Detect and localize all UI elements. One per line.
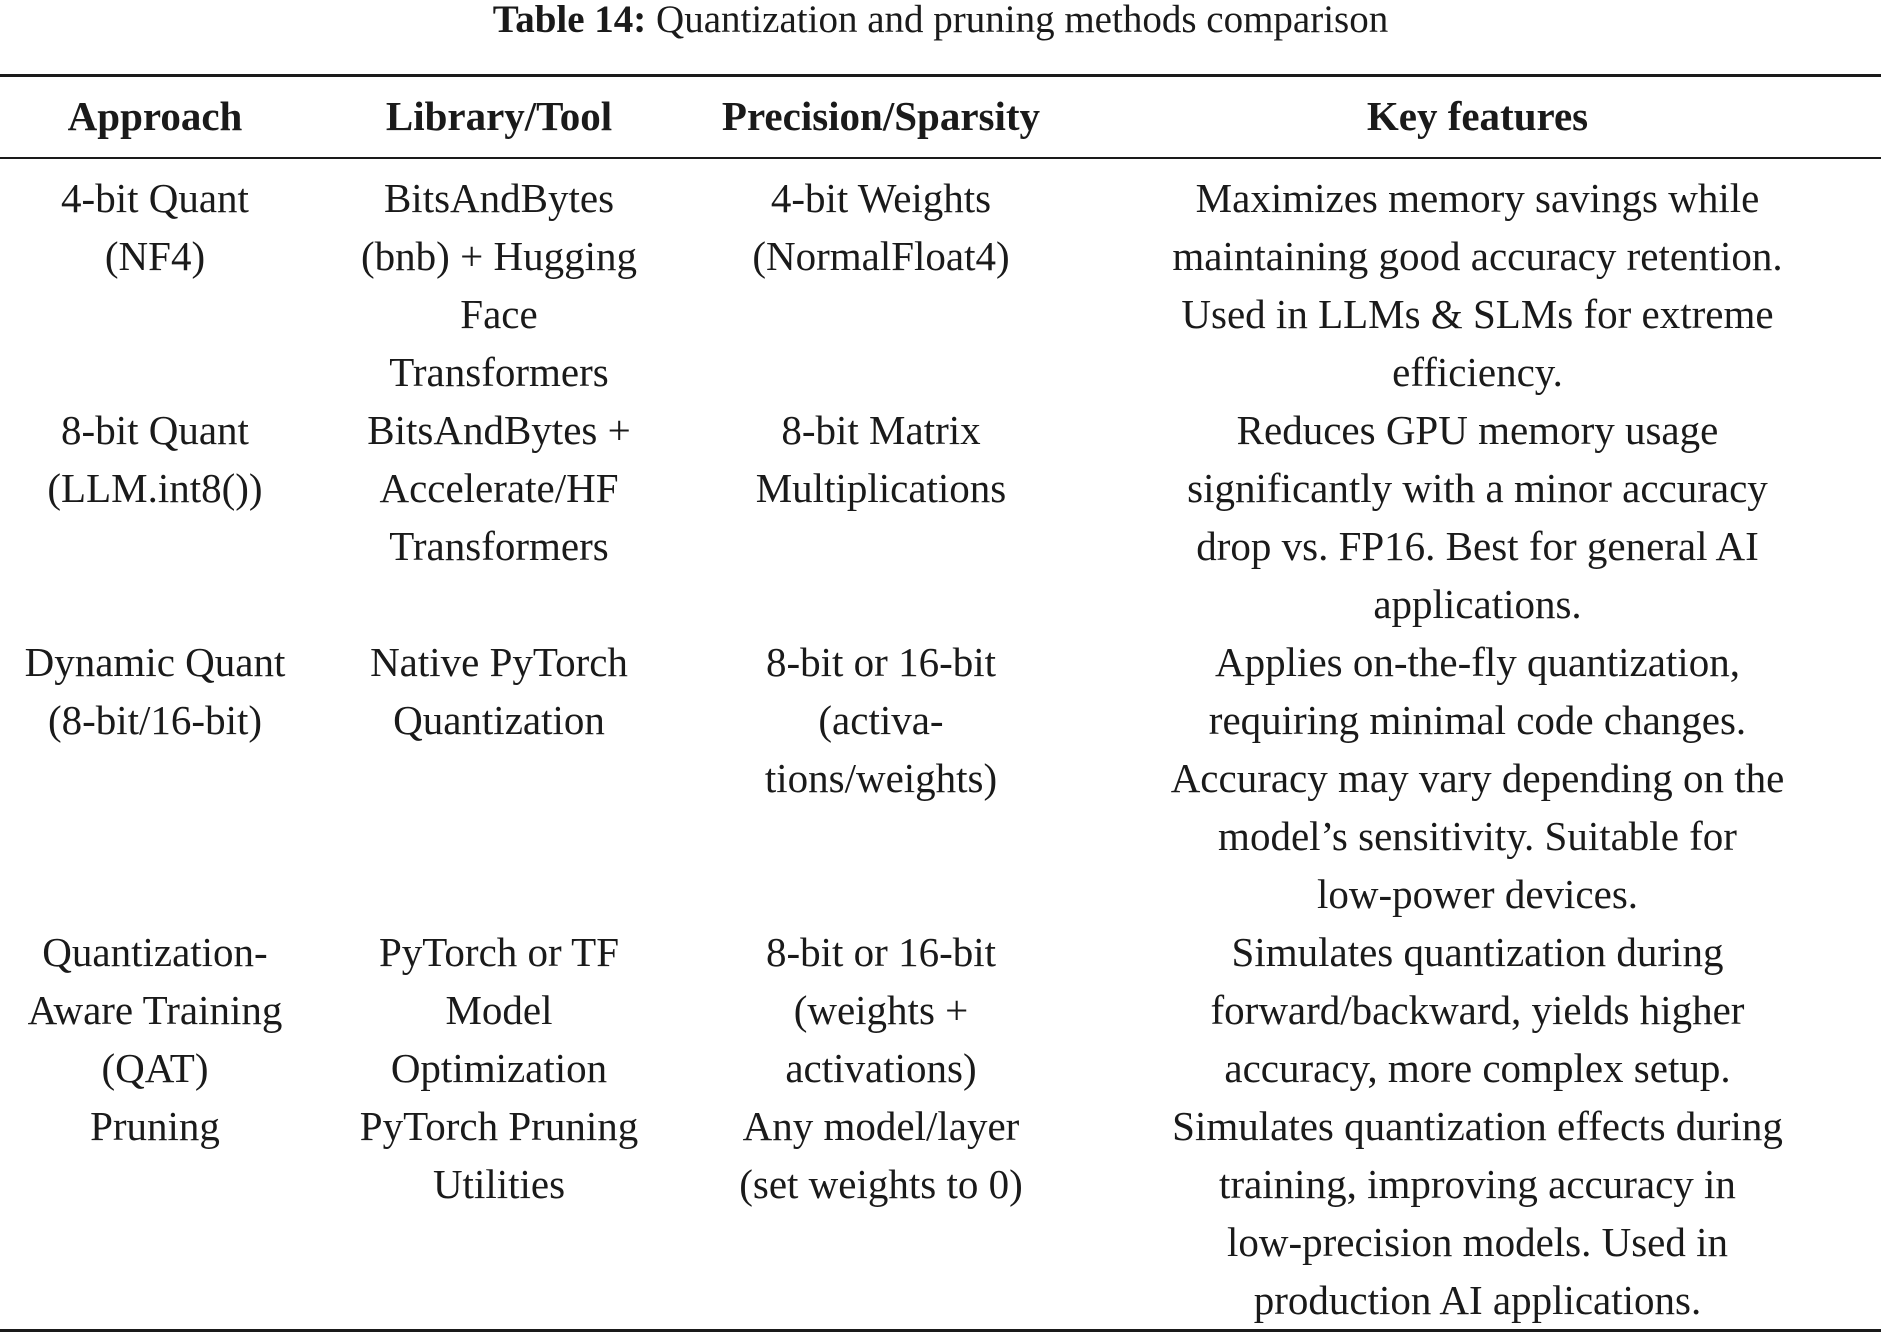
cell-text-line: 4-bit Quant	[61, 175, 249, 221]
cell-key-features	[1074, 633, 1881, 923]
cell-text-line: model’s sensitivity. Suitable for	[1218, 813, 1737, 859]
cell-key-features	[1074, 401, 1881, 633]
cell-text-line: accuracy, more complex setup.	[1224, 1045, 1731, 1091]
table-row	[0, 401, 1881, 633]
cell-text-line: (NF4)	[104, 233, 206, 279]
cell-text-line: drop vs. FP16. Best for general AI	[1196, 523, 1759, 569]
cell-text-line: Utilities	[432, 1161, 566, 1207]
cell-text-line: Quantization-	[42, 929, 268, 975]
cell-text-line: efficiency.	[1392, 349, 1563, 395]
cell-text-line: Optimization	[390, 1045, 608, 1091]
cell-library-tool	[310, 1097, 688, 1331]
cell-text-line: activations)	[785, 1045, 977, 1091]
cell-text-line: Simulates quantization effects during	[1172, 1103, 1783, 1149]
cell-text-line: Simulates quantization during	[1231, 929, 1724, 975]
cell-text-line: (weights +	[793, 987, 969, 1033]
cell-text-line: PyTorch or TF	[378, 929, 620, 975]
cell-library-tool	[310, 633, 688, 923]
cell-text-line: Applies on-the-fly quantization,	[1215, 639, 1740, 685]
caption-text: Quantization and pruning methods comparison	[656, 0, 1389, 41]
table-header	[0, 76, 1881, 159]
cell-text-line: requiring minimal code changes.	[1208, 697, 1747, 743]
cell-text-line: 8-bit or 16-bit	[765, 929, 997, 975]
table-row	[0, 158, 1881, 401]
cell-text-line: Aware Training	[27, 987, 283, 1033]
cell-text-line: Face	[460, 291, 538, 337]
cell-key-features	[1074, 1097, 1881, 1331]
cell-text-line: 8-bit or 16-bit	[765, 639, 997, 685]
cell-text-line: low-power devices.	[1316, 871, 1639, 917]
cell-text-line: Quantization	[393, 697, 605, 743]
cell-precision-sparsity	[688, 401, 1074, 633]
cell-text-line: Any model/layer	[742, 1103, 1020, 1149]
header-key-features: Key features	[1366, 93, 1589, 139]
header-approach: Approach	[67, 93, 243, 139]
cell-text-line: Accuracy may vary depending on the	[1170, 755, 1785, 801]
cell-text-line: Multiplications	[755, 465, 1007, 511]
cell-precision-sparsity	[688, 923, 1074, 1097]
comparison-table-container	[0, 74, 1881, 1332]
cell-text-line: (set weights to 0)	[739, 1161, 1023, 1207]
cell-text-line: Transformers	[389, 349, 609, 395]
cell-text-line: significantly with a minor accuracy	[1187, 465, 1768, 511]
comparison-table	[0, 74, 1881, 1332]
cell-library-tool	[310, 923, 688, 1097]
header-precision-sparsity: Precision/Sparsity	[721, 93, 1041, 139]
cell-text-line: Maximizes memory savings while	[1195, 175, 1760, 221]
cell-text-line: maintaining good accuracy retention.	[1172, 233, 1783, 279]
table-row	[0, 633, 1881, 923]
cell-precision-sparsity	[688, 1097, 1074, 1331]
cell-text-line: (NormalFloat4)	[752, 233, 1010, 279]
cell-text-line: Used in LLMs & SLMs for extreme	[1181, 291, 1774, 337]
cell-text-line: forward/backward, yields higher	[1210, 987, 1745, 1033]
cell-library-tool	[310, 401, 688, 633]
cell-text-line: Reduces GPU memory usage	[1236, 407, 1719, 453]
cell-text-line: 4-bit Weights	[770, 175, 992, 221]
cell-text-line: BitsAndBytes +	[367, 407, 631, 453]
cell-text-line: 8-bit Quant	[61, 407, 249, 453]
cell-key-features	[1074, 923, 1881, 1097]
cell-text-line: applications.	[1373, 581, 1582, 627]
cell-text-line: Dynamic Quant	[24, 639, 286, 685]
cell-approach	[0, 158, 310, 401]
cell-text-line: (LLM.int8())	[47, 465, 263, 511]
cell-approach	[0, 633, 310, 923]
cell-text-line: (QAT)	[101, 1045, 209, 1091]
cell-text-line: PyTorch Pruning	[359, 1103, 639, 1149]
cell-precision-sparsity	[688, 633, 1074, 923]
table-row	[0, 1097, 1881, 1331]
cell-text-line: Transformers	[389, 523, 609, 569]
cell-approach	[0, 923, 310, 1097]
cell-text-line: tions/weights)	[764, 755, 998, 801]
header-library-tool: Library/Tool	[385, 93, 613, 139]
cell-text-line: BitsAndBytes	[383, 175, 615, 221]
cell-text-line: production AI applications.	[1253, 1277, 1702, 1323]
cell-approach	[0, 1097, 310, 1331]
cell-precision-sparsity	[688, 158, 1074, 401]
cell-text-line: Native PyTorch	[370, 639, 628, 685]
caption-label: Table 14:	[492, 0, 647, 41]
table-row	[0, 923, 1881, 1097]
cell-key-features	[1074, 158, 1881, 401]
cell-text-line: low-precision models. Used in	[1226, 1219, 1729, 1265]
cell-text-line: (activa-	[818, 697, 944, 743]
cell-text-line: (bnb) + Hugging	[361, 233, 637, 279]
table-caption	[0, 0, 1881, 40]
cell-text-line: Accelerate/HF	[379, 465, 619, 511]
cell-text-line: Model	[445, 987, 553, 1033]
cell-text-line: 8-bit Matrix	[781, 407, 981, 453]
table-body	[0, 158, 1881, 1331]
cell-library-tool	[310, 158, 688, 401]
cell-text-line: training, improving accuracy in	[1219, 1161, 1736, 1207]
cell-approach	[0, 401, 310, 633]
cell-text-line: (8-bit/16-bit)	[47, 697, 263, 743]
header-row	[0, 76, 1881, 159]
cell-text-line: Pruning	[90, 1103, 220, 1149]
